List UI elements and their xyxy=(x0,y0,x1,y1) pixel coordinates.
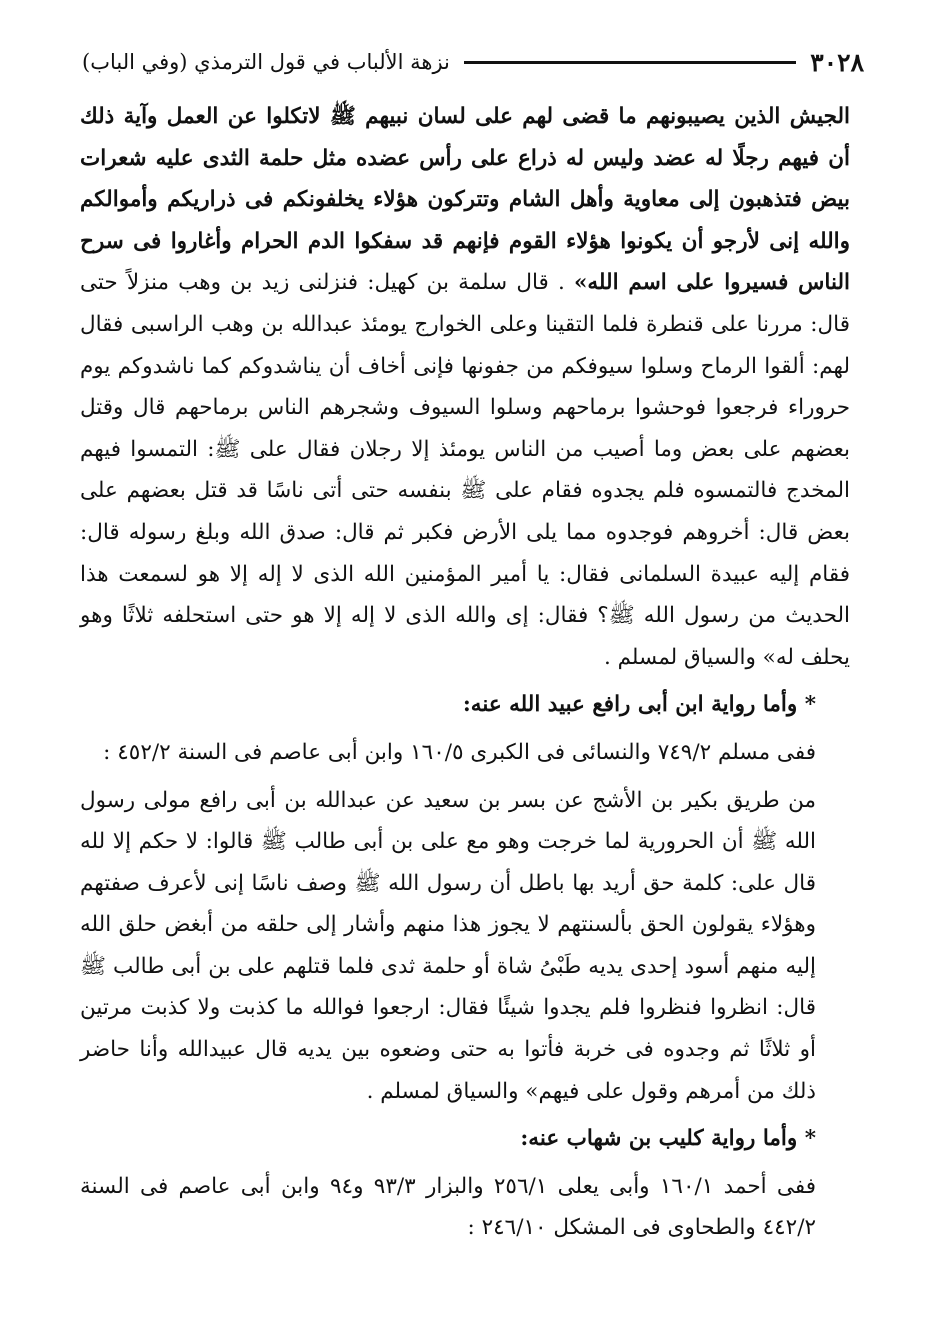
section-heading-1: * وأما رواية ابن أبى رافع عبيد الله عنه: xyxy=(462,692,816,718)
page-header xyxy=(82,42,864,82)
body-text xyxy=(80,96,850,1249)
paragraph-2: من طريق بكير بن الأشج عن بسر بن سعيد عن عبدالله بن أبى رافع مولى رسول الله ﷺ أن الحرورية لما خرجت وهو مع على بن أبى طالب ﷺ قالوا: لا حكم إلا لله قال على: كلمة حق أريد بها باطل أن رسول الله ﷺ وصف ناسًا إنى لأعرف صفتهم وهؤلاء يقولون الحق بألسنتهم لا يجوز هذا منهم وأشار إلى حلقه من أبغض حلق الله إليه منهم أسود إحدى يديه طَبْىُ شاة أو حلمة ثدى فلما قتلهم على بن أبى طالب ﷺ قال: انظروا فنظروا فلم يجدوا شيئًا فقال: ارجعوا فوالله ما كذبت ولا كذبت مرتين أو ثلاثًا ثم وجدوه فى خربة فأتوا به حتى وضعوه بين يديه قال عبيدالله وأنا حاضر ذلك من أمرهم وقول على فيهم» والسياق لمسلم . xyxy=(80,787,816,1104)
header-rule xyxy=(464,61,796,64)
running-title: نزهة الألباب في قول الترمذي (وفي الباب) xyxy=(82,50,450,74)
bold-quote: الجيش الذين يصيبونهم ما قضى لهم على لسان نبيهم ﷺ لاتكلوا عن العمل وآية ذلك أن فيهم رجلًا له عضد وليس له ذراع على رأس عضده مثل حلمة الثدى عليه شعرات بيض فتذهبون إلى معاوية وأهل الشام وتتركون هؤلاء يخلفونكم فى ذراريكم وأموالكم والله إنى لأرجو أن يكونوا هؤلاء القوم فإنهم قد سفكوا الدم الحرام وأغاروا فى سرح الناس فسيروا على اسم الله» xyxy=(80,104,850,296)
page-number: ٣٠٢٨ xyxy=(810,47,864,77)
sources-2: ففى أحمد ١٦٠/١ وأبى يعلى ٢٥٦/١ والبزار ٩٣/٣ و٩٤ وابن أبى عاصم فى السنة ٤٤٢/٢ والطحاوى فى المشكل ٢٤٦/١٠ : xyxy=(80,1173,816,1241)
section-heading-2: * وأما رواية كليب بن شهاب عنه: xyxy=(520,1126,816,1152)
paragraph-1 xyxy=(80,96,850,678)
paragraph-1-text: . قال سلمة بن كهيل: فنزلنى زيد بن وهب منزلاً حتى قال: مررنا على قنطرة فلما التقينا وعلى الخوارج يومئذ عبدالله بن وهب الراسبى فقال لهم: ألقوا الرماح وسلوا سيوفكم من جفونها فإنى أخاف أن يناشدوكم كما ناشدوكم يوم حروراء فرجعوا فوحشوا برماحهم وسلوا السيوف وشجرهم الناس برماحهم قال وقتل بعضهم على بعض وما أصيب من الناس يومئذ إلا رجلان فقال على ﷺ: التمسوا فيهم المخدج فالتمسوه فلم يجدوه فقام على ﷺ بنفسه حتى أتى ناسًا قد قتل بعضهم على بعض قال: أخروهم فوجدوه مما يلى الأرض فكبر ثم قال: صدق الله وبلغ رسوله قال: فقام إليه عبيدة السلمانى فقال: يا أمير المؤمنين الله الذى لا إله إلا هو لسمعت هذا الحديث من رسول الله ﷺ؟ فقال: إى والله الذى لا إله إلا هو حتى استحلفه ثلاثًا وهو يحلف له» والسياق لمسلم . xyxy=(80,270,850,670)
sources-1: ففى مسلم ٧٤٩/٢ والنسائى فى الكبرى ١٦٠/٥ وابن أبى عاصم فى السنة ٤٥٢/٢ : xyxy=(103,739,816,765)
